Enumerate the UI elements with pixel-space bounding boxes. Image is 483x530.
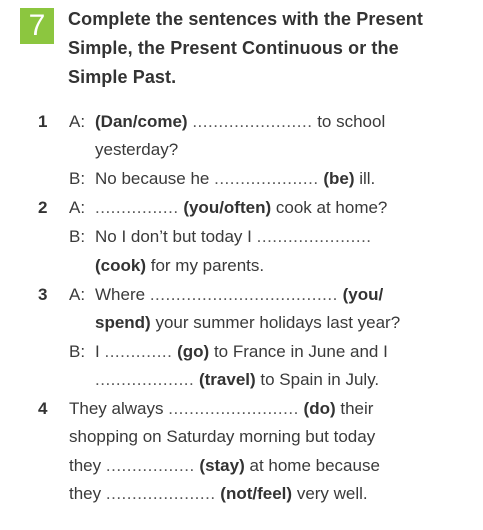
sentence-text: your summer holidays last year? [155, 313, 401, 332]
answer-blank[interactable]: ....................... [192, 112, 313, 131]
item-3-b-line [95, 342, 388, 362]
item-number-1: 1 [38, 112, 48, 131]
answer-blank[interactable]: ................... [95, 370, 195, 389]
sentence-text: their [340, 399, 374, 418]
sentence-text: ill. [359, 169, 376, 188]
verb-prompt: (you/ [342, 285, 384, 304]
item-1-a-cont: yesterday? [95, 140, 179, 159]
speaker-a-3: A: [69, 285, 86, 304]
sentence-text: very well. [296, 484, 368, 503]
instruction-line-2: Simple, the Present Continuous or the [68, 38, 399, 58]
verb-prompt: (be) [323, 169, 355, 188]
sentence-text: they [69, 484, 102, 503]
verb-prompt: (do) [303, 399, 336, 418]
answer-blank[interactable]: ................ [95, 198, 179, 217]
sentence-text: they [69, 456, 102, 475]
verb-prompt: (cook) [95, 256, 146, 275]
exercise-number-badge: 7 [20, 8, 54, 44]
item-3-a-cont [95, 313, 400, 333]
sentence-text: to school [317, 112, 386, 131]
instruction-line-3: Simple Past. [68, 67, 177, 87]
item-4-line-4 [69, 484, 368, 504]
item-number-4: 4 [38, 399, 48, 418]
sentence-text: cook at home? [275, 198, 388, 217]
speaker-b-3: B: [69, 342, 86, 361]
verb-prompt: spend) [95, 313, 151, 332]
speaker-a-1: A: [69, 112, 86, 131]
sentence-text: They always [69, 399, 164, 418]
answer-blank[interactable]: .................... [214, 169, 319, 188]
answer-blank[interactable]: ..................... [105, 484, 216, 503]
item-2-b-line [95, 227, 372, 247]
verb-prompt: (Dan/come) [95, 112, 188, 131]
item-1-a-line [95, 112, 385, 132]
speaker-b-1: B: [69, 169, 86, 188]
answer-blank[interactable]: ............. [104, 342, 173, 361]
answer-blank[interactable]: ...................... [256, 227, 372, 246]
item-3-b-cont [95, 370, 379, 390]
item-4-line-1 [69, 399, 373, 419]
answer-blank[interactable]: ......................... [168, 399, 299, 418]
item-number-3: 3 [38, 285, 48, 304]
sentence-text: No because he [95, 169, 210, 188]
speaker-a-2: A: [69, 198, 86, 217]
verb-prompt: (travel) [198, 370, 256, 389]
verb-prompt: (you/often) [183, 198, 272, 217]
answer-blank[interactable]: .................................... [149, 285, 338, 304]
sentence-text: at home because [249, 456, 380, 475]
instruction-line-1: Complete the sentences with the Present [68, 9, 423, 29]
speaker-b-2: B: [69, 227, 86, 246]
verb-prompt: (go) [177, 342, 210, 361]
verb-prompt: (not/feel) [220, 484, 293, 503]
sentence-text: for my parents. [150, 256, 265, 275]
sentence-text: I [95, 342, 100, 361]
item-3-a-line [95, 285, 383, 305]
sentence-text: to Spain in July. [260, 370, 380, 389]
item-1-b-line [95, 169, 375, 189]
item-number-2: 2 [38, 198, 48, 217]
verb-prompt: (stay) [199, 456, 245, 475]
sentence-text: Where [95, 285, 146, 304]
sentence-text: No I don’t but today I [95, 227, 252, 246]
item-2-b-cont [95, 256, 264, 276]
answer-blank[interactable]: ................. [105, 456, 195, 475]
item-4-line-3 [69, 456, 380, 476]
item-2-a-line [95, 198, 387, 218]
sentence-text: to France in June and I [213, 342, 388, 361]
item-4-line-2: shopping on Saturday morning but today [69, 427, 376, 446]
